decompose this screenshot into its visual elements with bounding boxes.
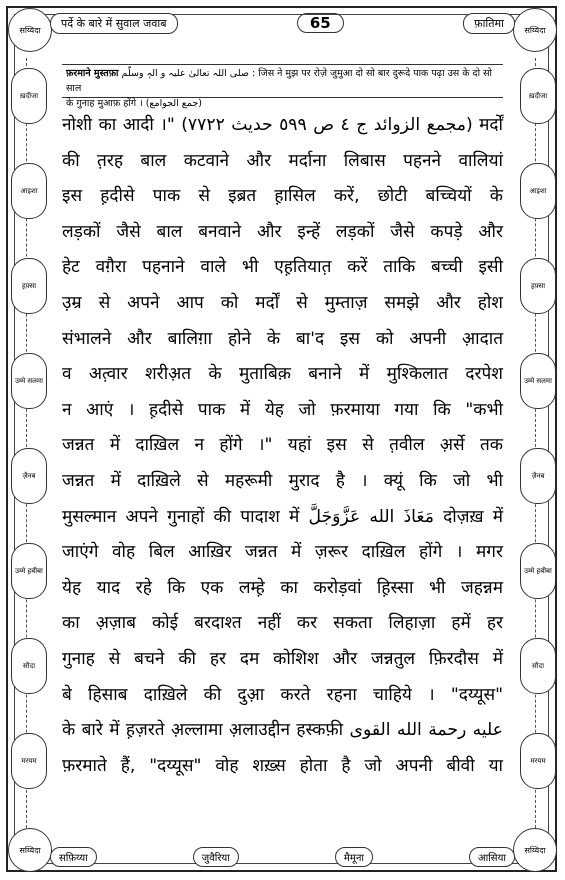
body-text	[62, 108, 503, 784]
text-line: के बारे में ह़ज़रते अ़ल्लामा अ़लाउद्दीन हस्कफ़ी عليه رحمة الله القوى	[62, 720, 503, 741]
footer-label: मैमूना	[335, 847, 373, 867]
left-medallion: मरयम	[11, 733, 47, 789]
corner-medallion-top-right: सय्यिदा	[513, 8, 557, 52]
right-ornament-rail	[517, 28, 557, 854]
footer-label: सफ़िय्या	[50, 847, 97, 867]
text-line: येह याद रहे कि एक लम्ह़े का करोड़वां ह़िस्सा भी जहन्नम	[62, 577, 503, 598]
page-footer	[50, 844, 515, 870]
right-medallion: ह़फ़्सा	[520, 258, 556, 314]
left-medallion: उम्मे सलमा	[11, 353, 47, 409]
quote-source: (جمع الجوامع)	[145, 98, 202, 109]
corner-medallion-bottom-right: सय्यिदा	[513, 828, 557, 872]
footer-label: जुवैरिया	[193, 847, 239, 867]
text-line: जाएंगे वोह बिल आख़िर जन्नत में ज़रूर दाख़िल होंगे । मगर	[62, 542, 503, 563]
right-medallion: उम्मे सलमा	[520, 353, 556, 409]
text-line: नोशी का आदी ।" (مجمع الزوائد ج ٤ ص ٥٩٩ حديث ٧٧٢٢) मर्दों	[62, 115, 504, 135]
right-medallion: आइशा	[520, 163, 556, 219]
text-line: जन्नत में दाख़िले से महरूमी मुराद है । क्यूं कि जो भी	[62, 470, 503, 491]
right-medallion: उम्मे ह़बीबा	[520, 543, 556, 599]
header-label-right: फ़ातिमा	[463, 13, 515, 34]
text-line: की त़रह बाल कटवाने और मर्दाना लिबास पहनने वालियां	[62, 150, 503, 171]
quote-label: फ़रमाने मुस्तफ़ा	[66, 68, 119, 79]
text-line: फ़रमाते हैं, "दय्यूस" वोह शख़्स होता है जो अपनी बीवी या	[62, 755, 503, 776]
left-medallion: आइशा	[11, 163, 47, 219]
right-medallion: ज़ैनब	[520, 448, 556, 504]
text-line: गुनाह से बचने की हर दम कोशिश और जन्नतुल फ़िरदौस में	[62, 648, 503, 669]
text-line: मुसल्मान अपने गुनाहों की पादाश में مَعَاذَ الله عَزَّوَجَلَّ दोज़ख़ में	[62, 506, 503, 527]
text-line: लड़कों जैसे बाल बनवाने और इन्हें लड़कों जैसे कपड़े और	[62, 221, 503, 242]
corner-medallion-bottom-left: सय्यिदा	[8, 828, 52, 872]
right-medallion: सौदा	[520, 638, 556, 694]
corner-medallion-top-left: सय्यिदा	[8, 8, 52, 52]
left-medallion: उम्मे ह़बीबा	[11, 543, 47, 599]
left-medallion: ख़दीजा	[11, 68, 47, 124]
text-line: उ़म्र से अपने आप को मर्दों से मुम्ताज़ समझे और होश	[62, 292, 503, 313]
text-line: बे हिसाब दाख़िले की दुआ़ करते रहना चाहिये । "दय्यूस"	[62, 684, 503, 705]
book-title: पर्दे के बारे में सुवाल जवाब	[50, 13, 178, 34]
page-number: 65	[297, 13, 344, 33]
text-line: इस ह़दीसे पाक से इब्रत ह़ासिल करें, छोटी बच्चियों के	[62, 186, 503, 207]
right-medallion: मरयम	[520, 733, 556, 789]
left-medallion: ज़ैनब	[11, 448, 47, 504]
hadith-quote-box	[62, 64, 503, 109]
page-header	[50, 10, 515, 36]
quote-text-line2: के गुनाह मुआफ़ होंगे ।	[66, 98, 143, 109]
footer-label: आसिया	[469, 847, 515, 867]
quote-salutation: صلی اللہ تعالیٰ علیہ و الہٖ وسلّم	[121, 68, 249, 79]
text-line: न आएं । ह़दीसे पाक में येह जो फ़रमाया गया कि "कभी	[62, 399, 503, 420]
left-medallion: सौदा	[11, 638, 47, 694]
text-line: संभालने और बालिग़ा होने के बा'द इस को अपनी आ़दात	[62, 328, 503, 349]
left-ornament-rail	[8, 28, 48, 854]
text-line: जन्नत में दाख़िल न होंगे ।" यहां इस से त़वील अ़र्से तक	[62, 435, 503, 456]
left-medallion: ह़फ़्सा	[11, 258, 47, 314]
text-line: का अ़ज़ाब कोई बरदाश्त नहीं कर सकता लिहाज़ा हमें हर	[62, 613, 503, 634]
text-line: व अत़्वार शरीअ़त के मुताबिक़ बनाने में मुश्किलात दरपेश	[62, 364, 503, 385]
text-line: हेट वग़ैरा पहनाने वाले भी एह़तियात़ करें ताकि बच्ची इसी	[62, 257, 503, 278]
quote-text: : जिस ने मुझ पर रोज़े जुमुआ दो सो बार दुरूदे पाक पढ़ा उस के दो सो साल	[66, 68, 492, 94]
right-medallion: ख़दीजा	[520, 68, 556, 124]
